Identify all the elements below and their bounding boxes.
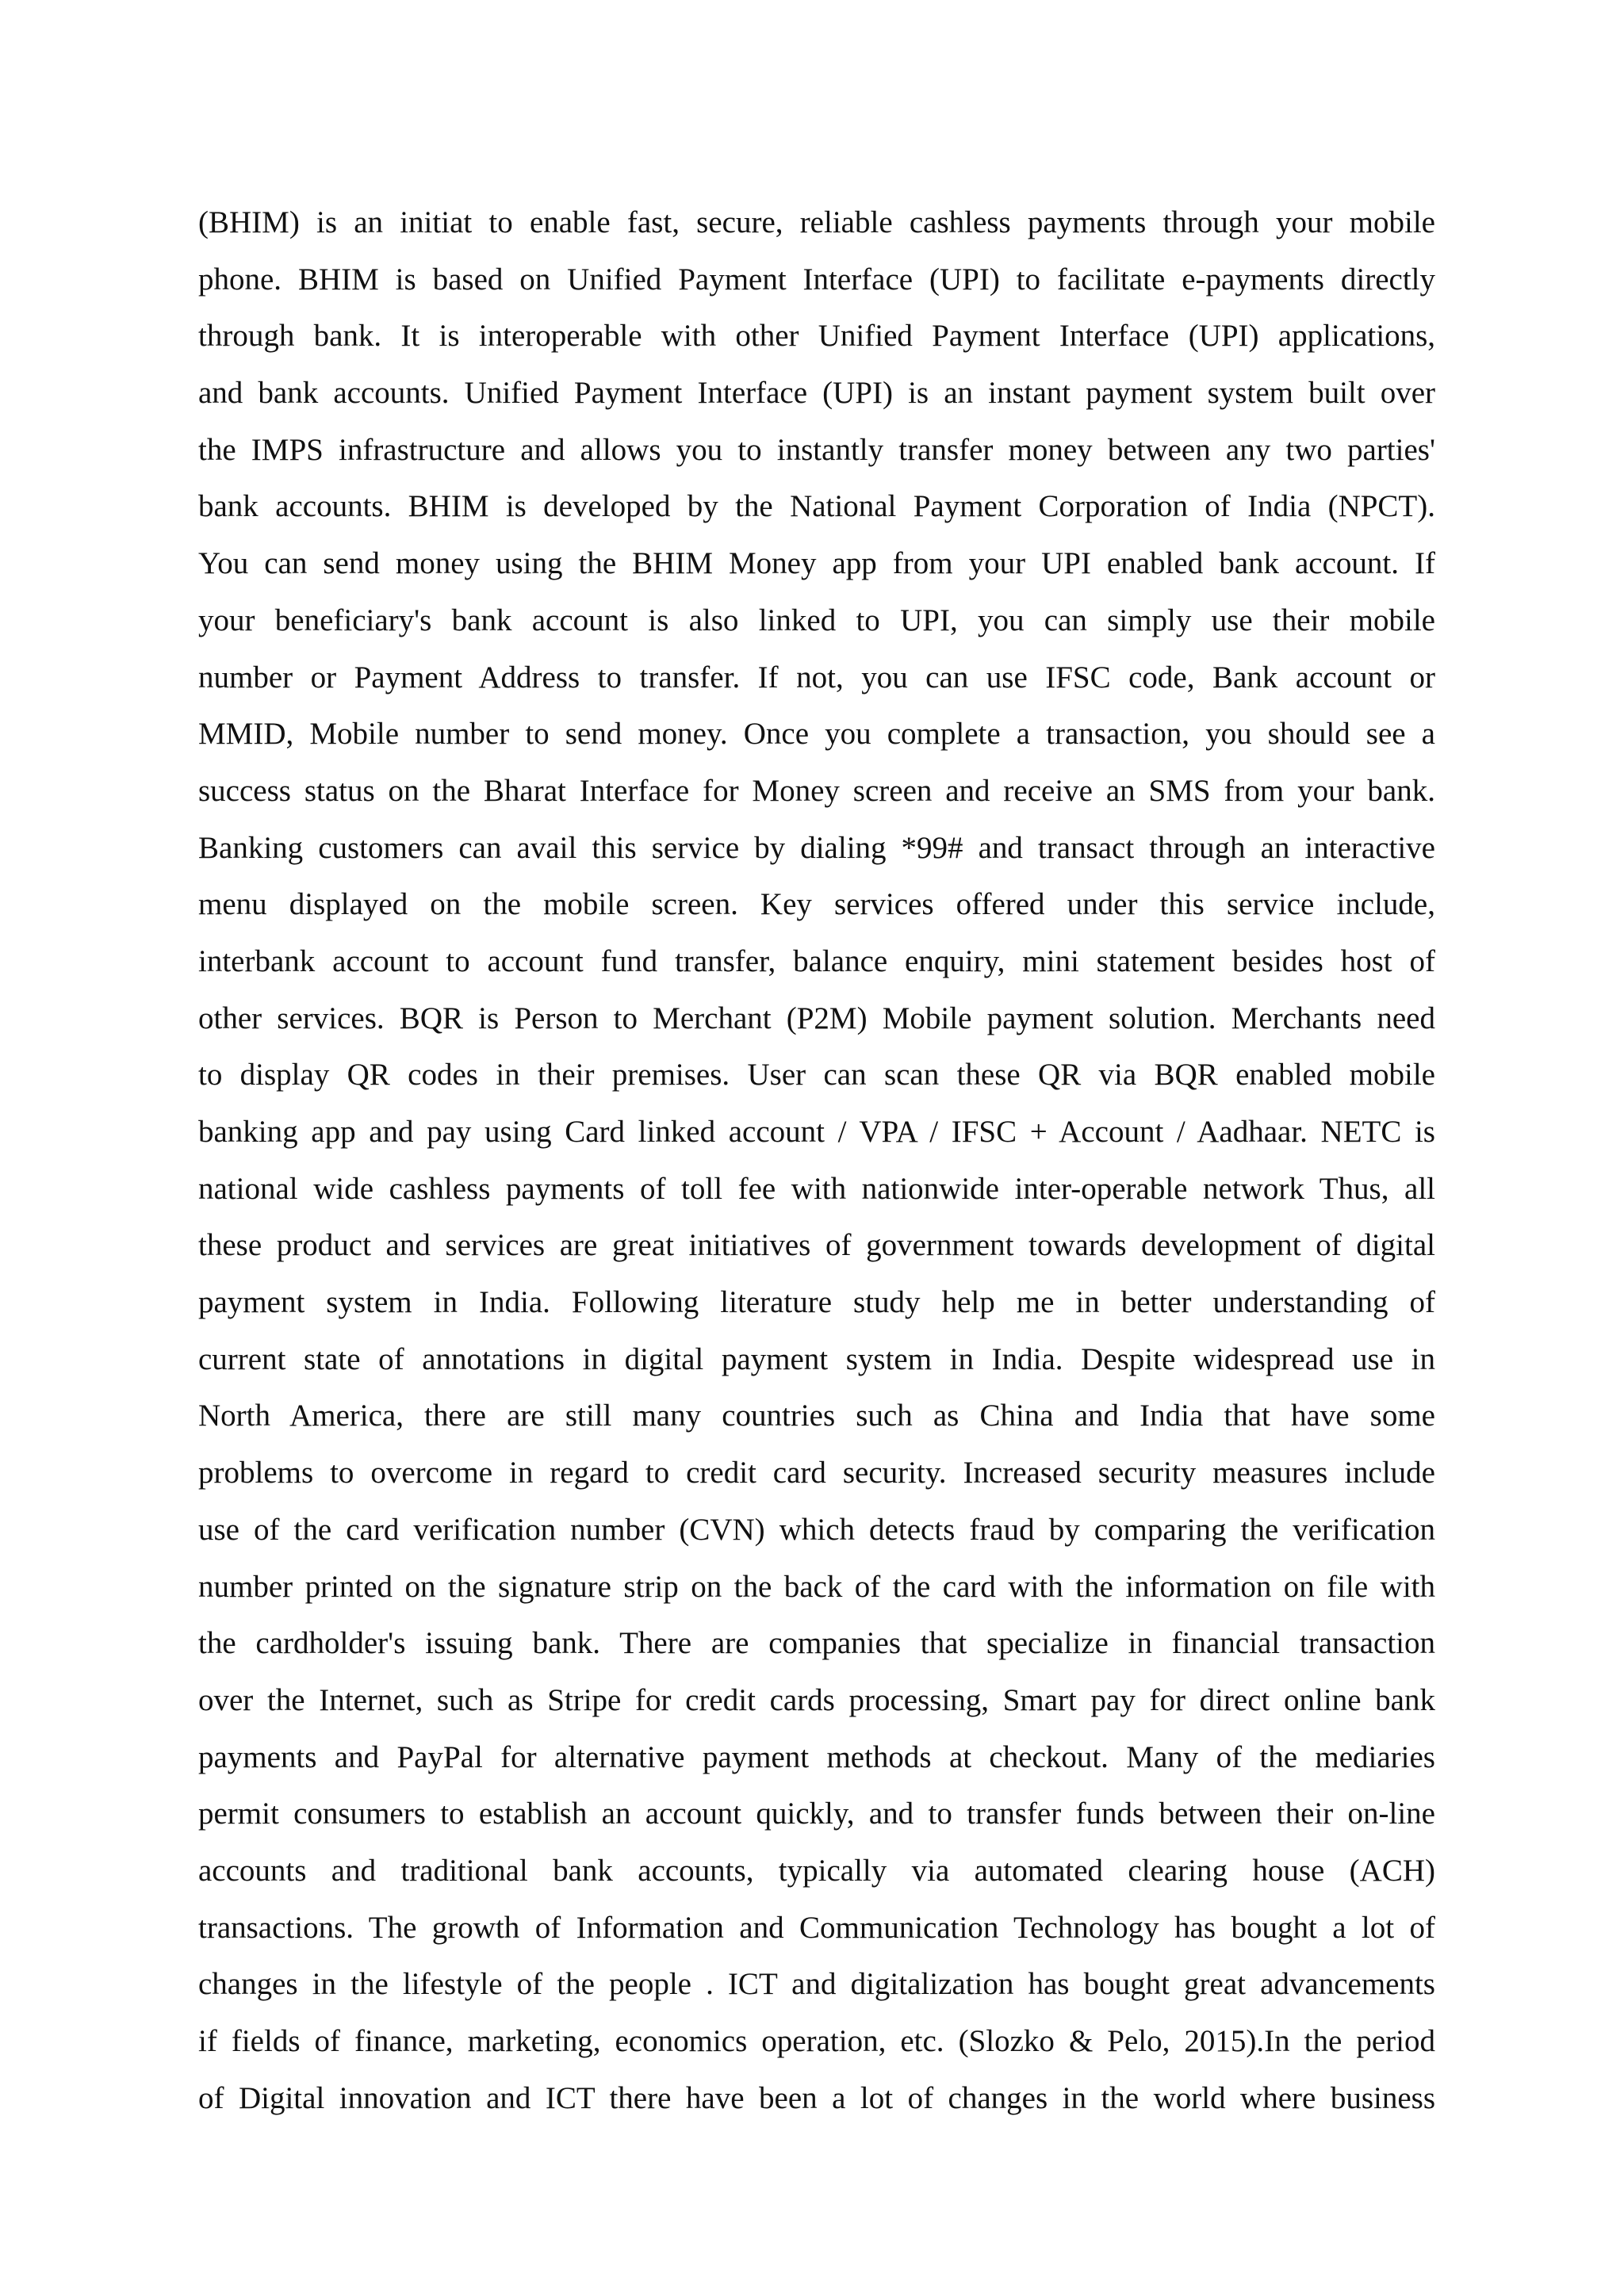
text-line: your beneficiary's bank account is also linked to UPI, you can simply use their mobile xyxy=(198,603,1435,637)
text-line: the IMPS infrastructure and allows you to instantly transfer money between any two parties' xyxy=(198,432,1435,467)
text-line: permit consumers to establish an account quickly, and to transfer funds between their on-line xyxy=(198,1797,1435,1831)
text-line: changes in the lifestyle of the people . ICT and digitalization has bought great advancements xyxy=(198,1967,1435,2002)
text-line: menu displayed on the mobile screen. Key services offered under this service include, xyxy=(198,887,1435,922)
text-line: if fields of finance, marketing, economics operation, etc. (Slozko & Pelo, 2015).In the period xyxy=(198,2024,1435,2058)
text-line: to display QR codes in their premises. User can scan these QR via BQR enabled mobile xyxy=(198,1058,1435,1093)
text-line: accounts and traditional bank accounts, typically via automated clearing house (ACH) xyxy=(198,1853,1435,1888)
text-line: North America, there are still many countries such as China and India that have some xyxy=(198,1399,1435,1433)
text-line: over the Internet, such as Stripe for credit cards processing, Smart pay for direct online bank xyxy=(198,1682,1435,1717)
text-line: other services. BQR is Person to Merchant (P2M) Mobile payment solution. Merchants need xyxy=(198,1001,1435,1035)
text-line: transactions. The growth of Information and Communication Technology has bought a lot of xyxy=(198,1910,1435,1945)
text-line: MMID, Mobile number to send money. Once you complete a transaction, you should see a xyxy=(198,717,1435,752)
text-line: through bank. It is interoperable with other Unified Payment Interface (UPI) applications, xyxy=(198,319,1435,354)
text-line: interbank account to account fund transfer, balance enquiry, mini statement besides host of xyxy=(198,943,1435,978)
text-line: phone. BHIM is based on Unified Payment Interface (UPI) to facilitate e-payments directly xyxy=(198,262,1435,297)
text-line: use of the card verification number (CVN) which detects fraud by comparing the verification xyxy=(198,1512,1435,1547)
text-line: payments and PayPal for alternative payment methods at checkout. Many of the mediaries xyxy=(198,1739,1435,1774)
text-line: bank accounts. BHIM is developed by the National Payment Corporation of India (NPCT). xyxy=(198,489,1435,524)
text-line: banking app and pay using Card linked account / VPA / IFSC + Account / Aadhaar. NETC is xyxy=(198,1115,1435,1149)
text-line: number or Payment Address to transfer. If not, you can use IFSC code, Bank account or xyxy=(198,660,1435,695)
text-line: current state of annotations in digital payment system in India. Despite widespread use in xyxy=(198,1341,1435,1376)
text-line: problems to overcome in regard to credit card security. Increased security measures include xyxy=(198,1456,1435,1490)
text-line: Banking customers can avail this service by dialing *99# and transact through an interactive xyxy=(198,830,1435,865)
text-line: of Digital innovation and ICT there have been a lot of changes in the world where business xyxy=(198,2080,1435,2115)
text-line: success status on the Bharat Interface for Money screen and receive an SMS from your bank. xyxy=(198,773,1435,808)
text-line: (BHIM) is an initiat to enable fast, secure, reliable cashless payments through your mobile xyxy=(198,205,1435,239)
text-line: national wide cashless payments of toll fee with nationwide inter-operable network Thus, all xyxy=(198,1171,1435,1206)
text-line: You can send money using the BHIM Money app from your UPI enabled bank account. If xyxy=(198,546,1435,581)
text-line: number printed on the signature strip on the back of the card with the information on file with xyxy=(198,1569,1435,1604)
text-line: and bank accounts. Unified Payment Interface (UPI) is an instant payment system built over xyxy=(198,376,1435,411)
text-line: the cardholder's issuing bank. There are companies that specialize in financial transaction xyxy=(198,1626,1435,1661)
text-line: payment system in India. Following literature study help me in better understanding of xyxy=(198,1285,1435,1320)
body-text xyxy=(198,194,1435,2126)
text-line: these product and services are great initiatives of government towards development of digital xyxy=(198,1228,1435,1263)
